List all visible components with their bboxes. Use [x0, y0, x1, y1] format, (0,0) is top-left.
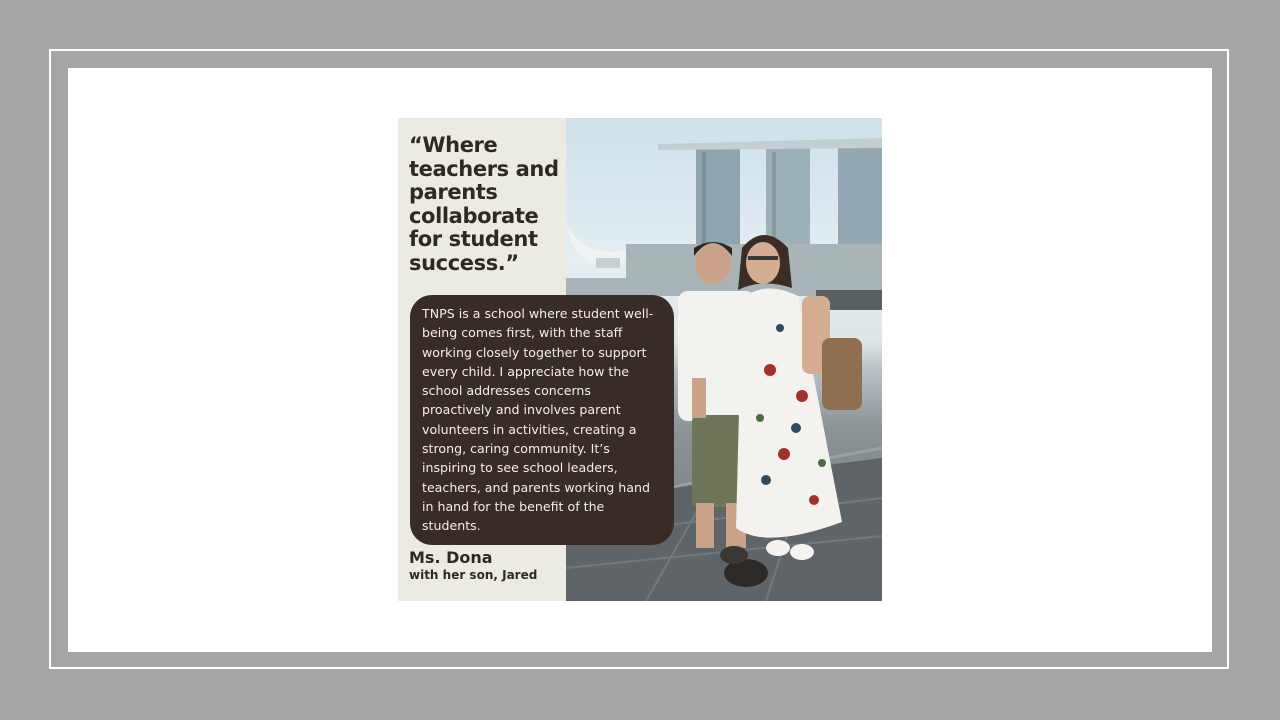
- testimonial-quote: “Where teachers and parents collaborate for student success.”: [409, 133, 559, 275]
- author-name: Ms. Dona: [409, 548, 493, 567]
- testimonial-bubble: [410, 295, 674, 545]
- testimonial-card: [398, 118, 882, 601]
- slide: [68, 68, 1212, 652]
- author-subtitle: with her son, Jared: [409, 568, 538, 582]
- testimonial-body: TNPS is a school where student well-being comes first, with the staff working closely together to support every child. I appreciate how the school addresses concerns proactively and involves parent volunteers in activities, creating a strong, caring community. It’s inspiring to see school leaders, teachers, and parents working hand in hand for the benefit of the students.: [422, 306, 654, 534]
